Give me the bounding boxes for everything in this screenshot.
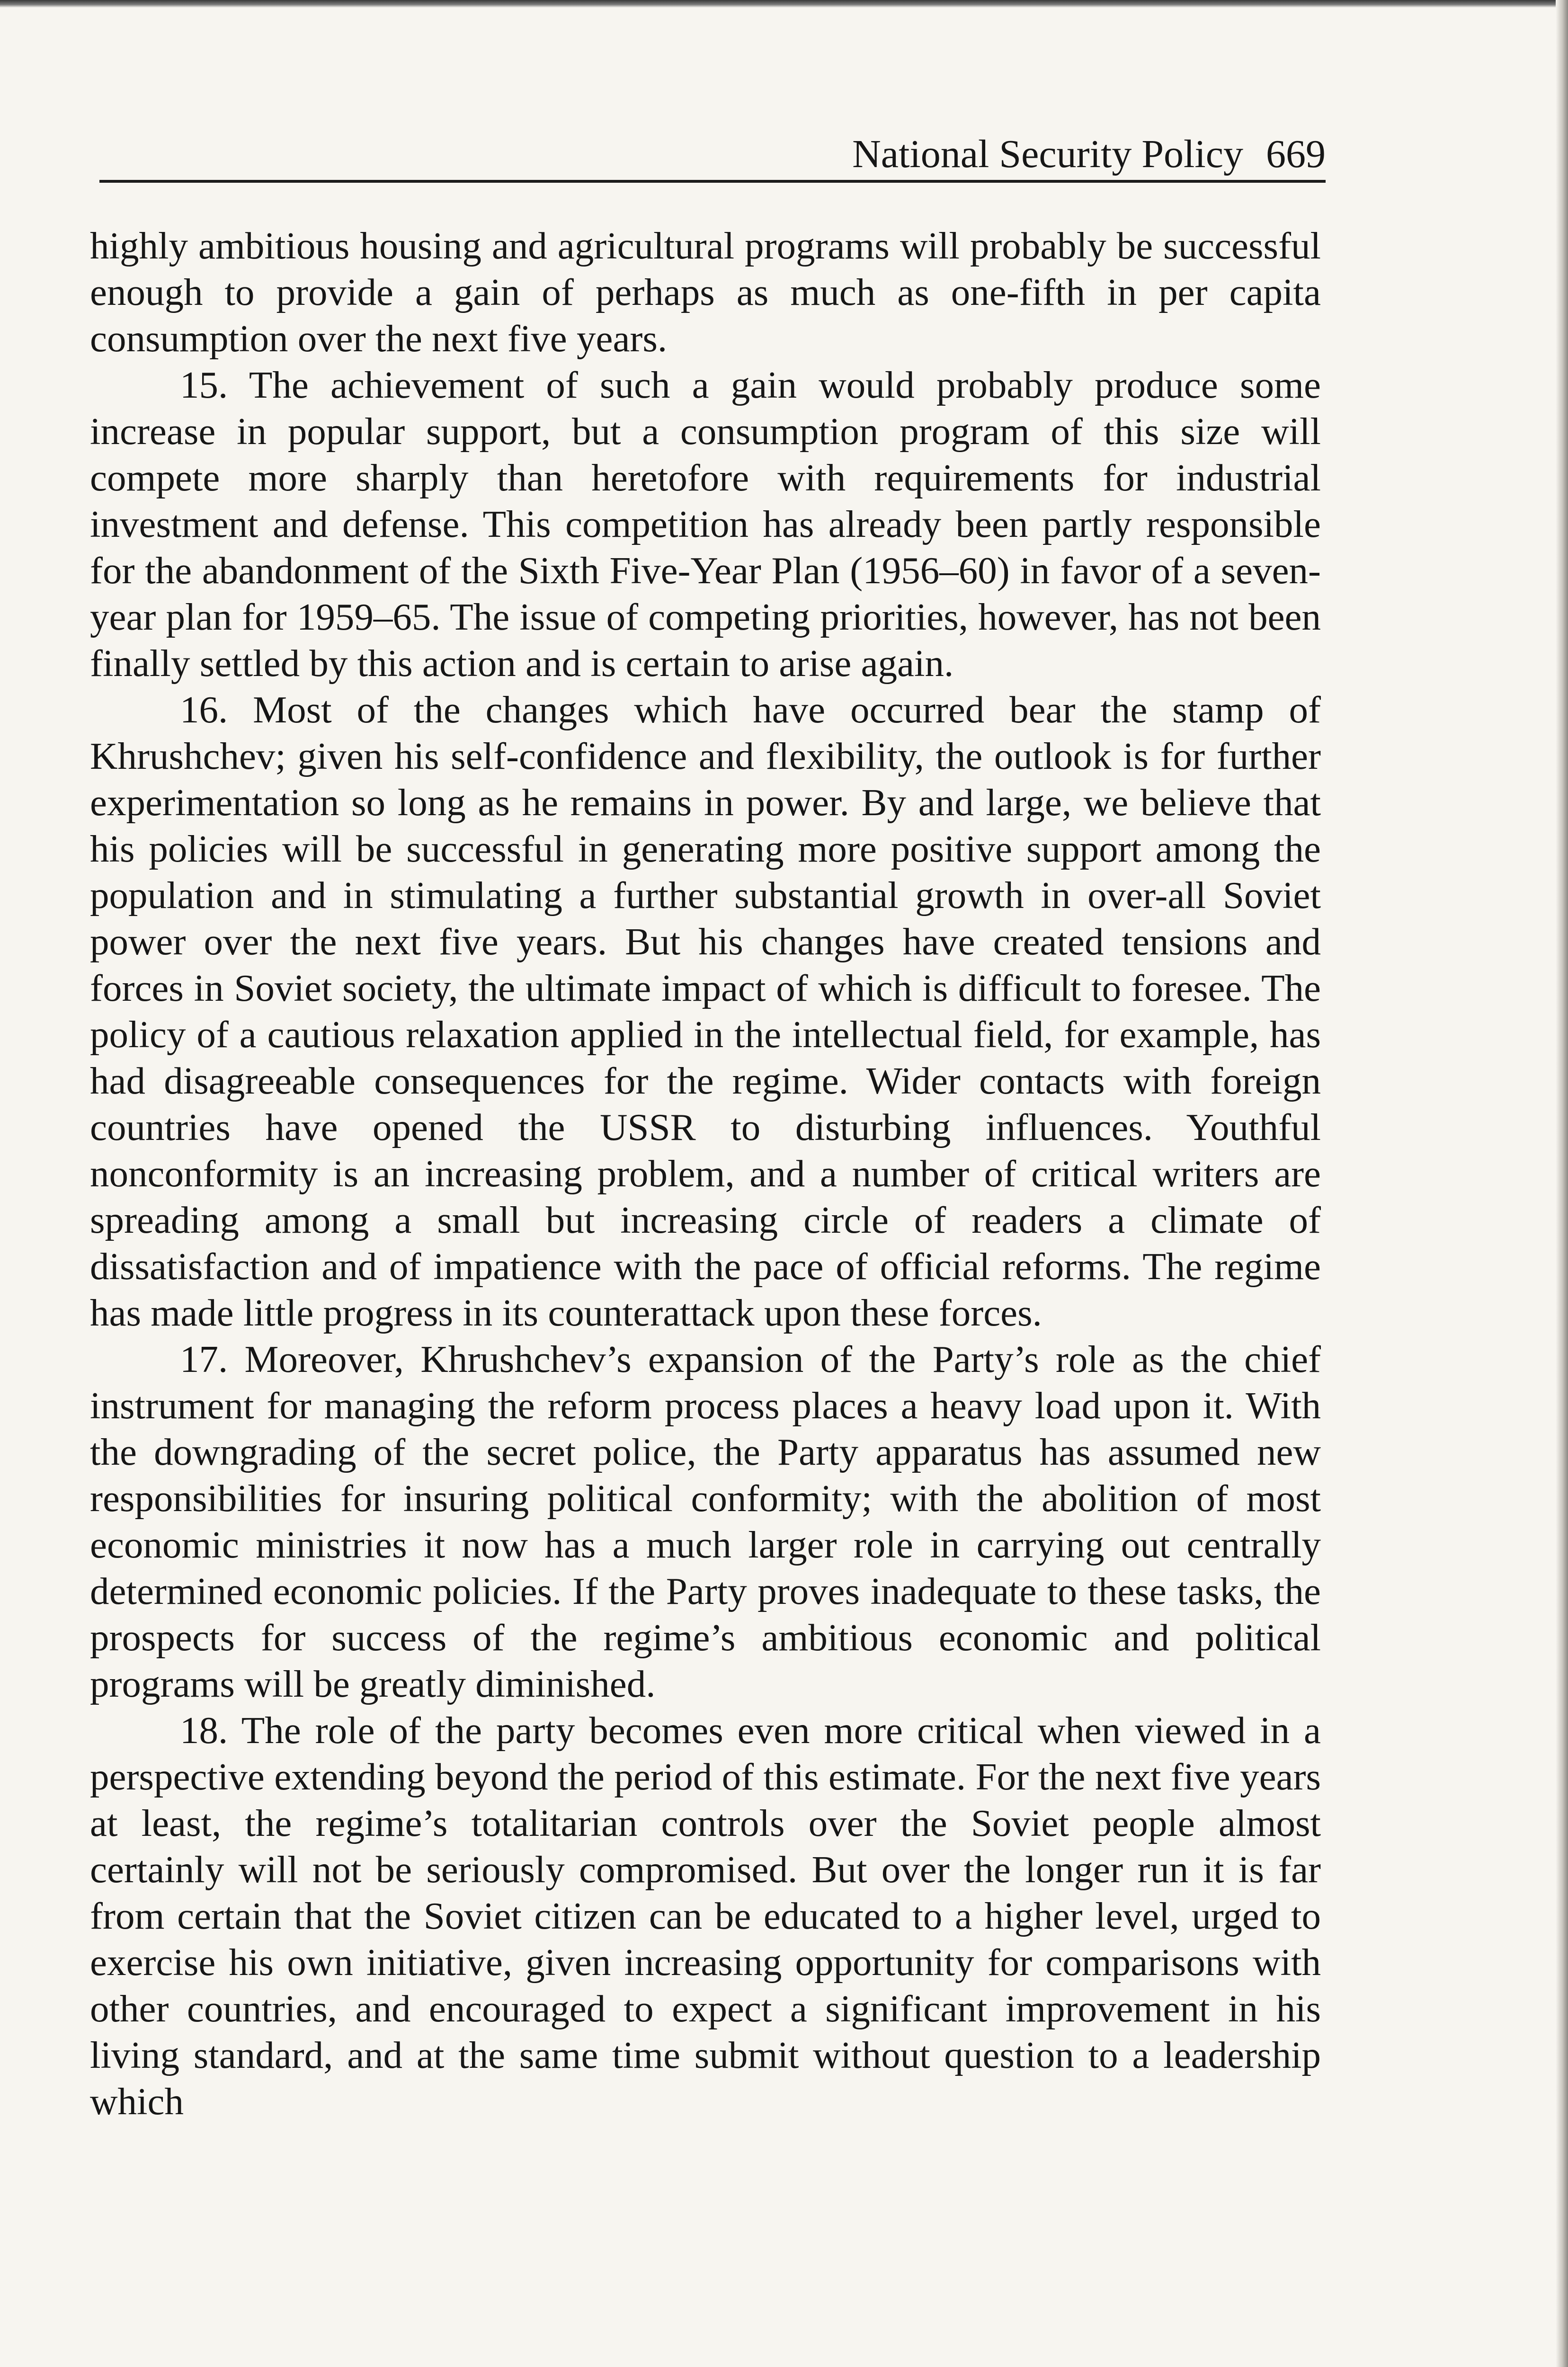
page-number: 669	[1266, 132, 1326, 176]
paragraph-18: 18. The role of the party becomes even more critical when viewed in a perspective extending beyond the period of this estimate. For the next five years at least, the regime’s totalitarian controls over the Soviet people almost certainly will not be seriously compromised. But over the longer run it is far from certain that the Soviet citizen can be educated to a higher level, urged to exercise his own initiative, given increasing opportunity for comparisons with other countries, and encouraged to expect a significant improvement in his living standard, and at the same time submit without question to a leadership which	[90, 1709, 1321, 2123]
page-top-edge-shadow	[0, 0, 1568, 8]
body-text	[90, 222, 1321, 2125]
paragraph-16: 16. Most of the changes which have occurred bear the stamp of Khrushchev; given his self-confidence and flexibility, the outlook is for further experimentation so long as he remains in power. By and large, we believe that his policies will be successful in generating more positive support among the population and in stimulating a further substantial growth in over-all Soviet power over the next five years. But his changes have created tensions and forces in Soviet society, the ultimate impact of which is difficult to foresee. The policy of a cautious relaxation applied in the intellectual field, for example, has had disagreeable consequences for the regime. Wider contacts with foreign countries have opened the USSR to disturbing influences. Youthful nonconformity is an increasing problem, and a number of critical writers are spreading among a small but increasing circle of readers a climate of dissatisfaction and of impatience with the pace of official reforms. The regime has made little progress in its counterattack upon these forces.	[90, 688, 1321, 1334]
paragraph-continued: highly ambitious housing and agricultural programs will probably be successful enough to provide a gain of perhaps as much as one-fifth in per capita consumption over the next five years.	[90, 224, 1321, 360]
running-header-title: National Security Policy	[852, 132, 1243, 176]
paragraph-15: 15. The achievement of such a gain would probably produce some increase in popular support, but a consumption program of this size will compete more sharply than heretofore with requirements for industrial investment and defense. This competition has already been partly responsible for the abandonment of the Sixth Five-Year Plan (1956–60) in favor of a seven-year plan for 1959–65. The issue of competing priorities, however, has not been finally settled by this action and is certain to arise again.	[90, 364, 1321, 685]
running-header-text	[852, 131, 1326, 178]
page-right-edge-shadow	[1556, 0, 1568, 2367]
paragraph-17: 17. Moreover, Khrushchev’s expansion of the Party’s role as the chief instrument for managing the reform process places a heavy load upon it. With the downgrading of the secret police, the Party apparatus has assumed new responsibilities for insuring political conformity; with the abolition of most economic ministries it now has a much larger role in carrying out centrally determined economic policies. If the Party proves inadequate to these tasks, the prospects for success of the regime’s ambitious economic and political programs will be greatly diminished.	[90, 1338, 1321, 1705]
running-header	[99, 124, 1326, 183]
